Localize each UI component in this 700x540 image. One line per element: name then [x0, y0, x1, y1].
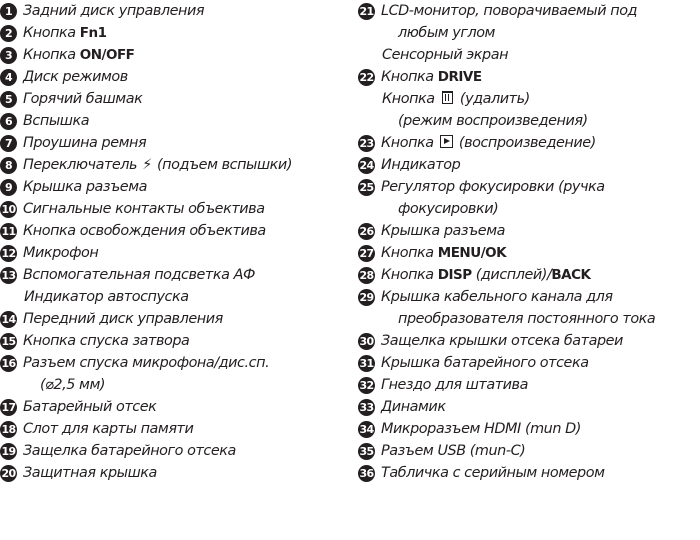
list-item: [0, 220, 330, 242]
item-label: Кнопка спуска затвора: [23, 333, 190, 349]
item-label: Кнопка (воспроизведение): [381, 135, 596, 151]
list-item: [358, 0, 700, 66]
item-label: Табличка с серийным номером: [381, 465, 605, 481]
item-extra-line: Сенсорный экран: [382, 47, 509, 63]
list-item: [0, 330, 330, 352]
item-label: Индикатор: [381, 157, 461, 173]
item-continuation: любым углом: [398, 25, 495, 41]
button-name: BACK: [551, 267, 591, 283]
item-number-badge: 22: [359, 70, 374, 84]
list-item: [358, 242, 700, 264]
item-label: Защелка батарейного отсека: [23, 443, 236, 459]
item-label: Кнопка MENU/OK: [381, 245, 507, 261]
list-item: [358, 418, 700, 440]
play-icon: [440, 135, 453, 148]
button-name: DRIVE: [437, 69, 482, 85]
item-number-badge: 24: [359, 158, 374, 172]
item-label: Защитная крышка: [23, 465, 157, 481]
item-number-badge: 25: [359, 180, 374, 194]
list-item: [0, 396, 330, 418]
item-label: Кнопка DISP (дисплей)/BACK: [381, 267, 591, 283]
item-number-badge: 35: [359, 444, 374, 458]
list-item: [358, 352, 700, 374]
item-number-badge: 26: [359, 224, 374, 238]
button-name: DISP: [437, 267, 472, 283]
item-label: Слот для карты памяти: [23, 421, 194, 437]
item-number-badge: 36: [359, 466, 374, 480]
list-item: [358, 396, 700, 418]
list-item: [358, 330, 700, 352]
item-label: Задний диск управления: [23, 3, 205, 19]
item-label: Диск режимов: [23, 69, 128, 85]
list-item: [0, 198, 330, 220]
item-label: Регулятор фокусировки (ручка: [381, 179, 605, 195]
item-number-badge: 4: [0, 69, 17, 86]
list-item: [358, 440, 700, 462]
item-label: Вспомогательная подсветка АФ: [23, 267, 255, 283]
item-number-badge: 2: [0, 25, 17, 42]
item-label: Сигнальные контакты объектива: [23, 201, 265, 217]
item-label: Кнопка освобождения объектива: [23, 223, 266, 239]
list-item: [0, 176, 330, 198]
item-label: Кнопка DRIVE: [381, 69, 482, 85]
list-item: [358, 154, 700, 176]
item-number-badge: 6: [0, 113, 17, 130]
list-item: [358, 264, 700, 286]
item-number-badge: 7: [0, 135, 17, 152]
item-number-badge: 19: [1, 444, 16, 458]
list-item: [358, 374, 700, 396]
item-number-badge: 33: [359, 400, 374, 414]
list-item: [358, 220, 700, 242]
item-label: Динамик: [381, 399, 446, 415]
parts-list-left: [0, 0, 330, 484]
list-item: [0, 462, 330, 484]
list-item: [0, 440, 330, 462]
item-extra-line: Индикатор автоспуска: [24, 289, 189, 305]
item-label: LCD-монитор, поворачиваемый под: [381, 3, 638, 19]
item-label: Защелка крышки отсека батареи: [381, 333, 623, 349]
item-label: Переключатель ⚡ (подъем вспышки): [23, 157, 292, 173]
item-number-badge: 29: [359, 290, 374, 304]
item-label: Разъем спуска микрофона/дис.сп.: [23, 355, 270, 371]
item-label: Передний диск управления: [23, 311, 223, 327]
item-number-badge: 15: [1, 334, 16, 348]
button-name: MENU/OK: [437, 245, 507, 261]
item-number-badge: 8: [0, 157, 17, 174]
list-item: [0, 132, 330, 154]
item-number-badge: 5: [0, 91, 17, 108]
item-label: Крышка разъема: [381, 223, 505, 239]
list-item: [358, 286, 700, 330]
item-label: Крышка кабельного канала для: [381, 289, 613, 305]
item-label: Кнопка Fn1: [23, 25, 107, 41]
list-item: [0, 110, 330, 132]
item-number-badge: 21: [359, 4, 374, 18]
button-name: Fn1: [79, 25, 107, 41]
item-number-badge: 28: [359, 268, 374, 282]
item-label: Вспышка: [23, 113, 90, 129]
item-number-badge: 20: [1, 466, 16, 480]
list-item: [358, 462, 700, 484]
item-number-badge: 13: [1, 268, 16, 282]
item-label: Горячий башмак: [23, 91, 143, 107]
item-continuation: (⌀2,5 мм): [40, 377, 106, 393]
item-label: Микрофон: [23, 245, 99, 261]
trash-icon: [442, 91, 453, 104]
item-label: Проушина ремня: [23, 135, 147, 151]
item-label: Крышка разъема: [23, 179, 147, 195]
item-number-badge: 34: [359, 422, 374, 436]
list-item: [0, 88, 330, 110]
item-number-badge: 3: [0, 47, 17, 64]
item-number-badge: 18: [1, 422, 16, 436]
item-label: Разъем USB (mun-C): [381, 443, 526, 459]
list-item: [0, 154, 330, 176]
item-label: Крышка батарейного отсека: [381, 355, 589, 371]
item-label: Гнездо для штатива: [381, 377, 528, 393]
item-number-badge: 1: [0, 3, 17, 20]
list-item: [0, 0, 330, 22]
list-item: [0, 418, 330, 440]
item-label: Микроразъем HDMI (mun D): [381, 421, 581, 437]
item-number-badge: 11: [1, 224, 16, 238]
item-number-badge: 23: [359, 136, 374, 150]
item-number-badge: 31: [359, 356, 374, 370]
list-item: [0, 22, 330, 44]
parts-list-right: [358, 0, 700, 484]
item-extra-line: Кнопка (удалить): [382, 91, 530, 107]
item-number-badge: 10: [1, 202, 16, 216]
list-item: [0, 308, 330, 330]
item-continuation: преобразователя постоянного тока: [398, 311, 656, 327]
list-item: [0, 242, 330, 264]
list-item: [0, 44, 330, 66]
list-item: [0, 66, 330, 88]
item-number-badge: 14: [1, 312, 16, 326]
item-label: Батарейный отсек: [23, 399, 157, 415]
list-item: [358, 176, 700, 220]
list-item: [358, 132, 700, 154]
item-number-badge: 32: [359, 378, 374, 392]
flash-icon: ⚡: [142, 157, 152, 173]
item-number-badge: 30: [359, 334, 374, 348]
list-item: [0, 352, 330, 396]
item-number-badge: 16: [1, 356, 16, 370]
button-name: ON/OFF: [79, 47, 135, 63]
item-number-badge: 27: [359, 246, 374, 260]
item-number-badge: 12: [1, 246, 16, 260]
list-item: [0, 264, 330, 308]
item-label: Кнопка ON/OFF: [23, 47, 135, 63]
item-number-badge: 9: [0, 179, 17, 196]
item-number-badge: 17: [1, 400, 16, 414]
list-item: [358, 66, 700, 132]
item-continuation: фокусировки): [398, 201, 499, 217]
item-continuation: (режим воспроизведения): [398, 113, 588, 129]
